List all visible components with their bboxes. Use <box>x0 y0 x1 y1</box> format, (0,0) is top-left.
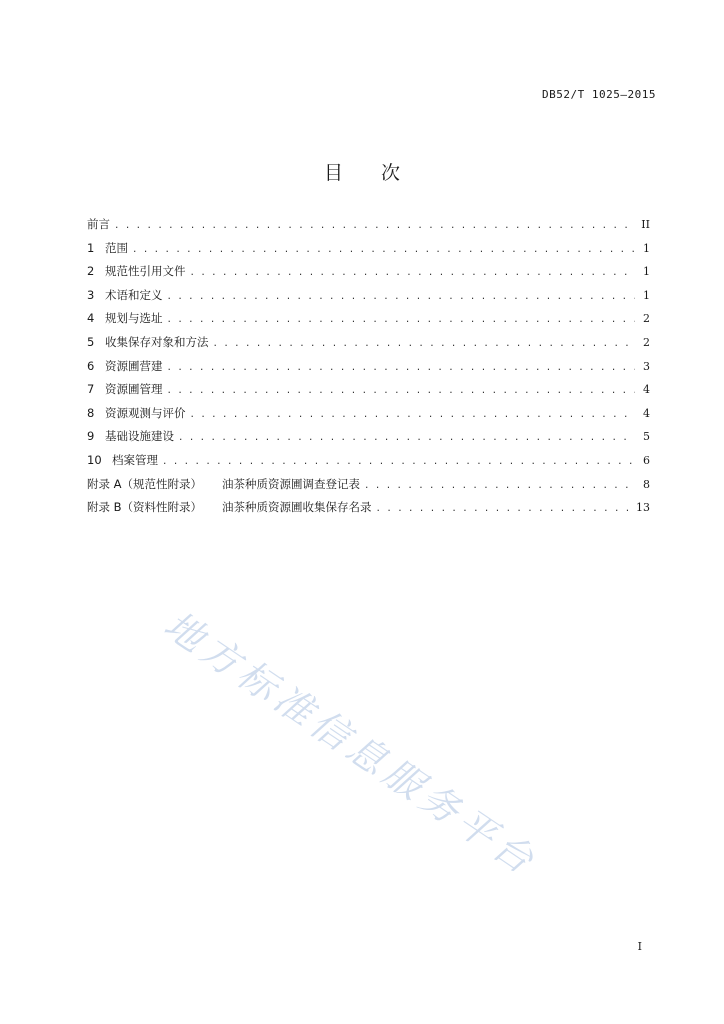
toc-leader-dots <box>114 221 633 231</box>
toc-entry-page: II <box>641 218 650 231</box>
title-char: 次 <box>381 162 401 184</box>
toc-entry-construction[interactable] <box>87 358 650 382</box>
table-of-contents <box>87 216 650 523</box>
toc-leader-dots <box>376 504 628 514</box>
toc-entry-page: 1 <box>643 241 650 255</box>
toc-entry-number: 6 <box>87 358 95 373</box>
toc-entry-page: 6 <box>643 453 650 467</box>
toc-entry-label: 资源圃营建 <box>105 358 163 373</box>
page-title <box>0 158 724 185</box>
toc-entry-page: 4 <box>643 383 650 397</box>
toc-leader-dots <box>190 410 636 420</box>
toc-leader-dots <box>167 315 636 325</box>
page-number: I <box>637 940 642 953</box>
toc-entry-label: 附录 B（资料性附录） <box>87 500 203 515</box>
toc-entry-label: 前言 <box>87 217 110 231</box>
toc-entry-label: 术语和定义 <box>105 287 163 302</box>
toc-entry-infrastructure[interactable] <box>87 428 650 452</box>
toc-entry-page: 1 <box>643 288 650 302</box>
toc-entry-archives[interactable] <box>87 452 650 476</box>
toc-entry-collection[interactable] <box>87 334 650 358</box>
toc-entry-page: 4 <box>643 406 650 420</box>
watermark: 地方标准信息服务平台 <box>156 602 546 885</box>
toc-entry-label: 基础设施建设 <box>105 429 174 444</box>
toc-entry-observation[interactable] <box>87 405 650 429</box>
toc-entry-scope[interactable] <box>87 240 650 264</box>
toc-entry-label: 规划与选址 <box>105 311 163 326</box>
toc-entry-page: 8 <box>643 477 650 491</box>
title-char: 目 <box>323 162 343 184</box>
toc-entry-page: 3 <box>643 359 650 373</box>
toc-entry-number: 4 <box>87 311 95 326</box>
toc-entry-number: 2 <box>87 264 95 279</box>
toc-entry-foreword[interactable] <box>87 216 650 240</box>
toc-entry-label: 附录 A（规范性附录） <box>87 476 203 491</box>
toc-leader-dots <box>167 292 636 302</box>
document-code: DB52/T 1025—2015 <box>542 88 656 101</box>
toc-entry-appendix-a[interactable] <box>87 476 650 500</box>
toc-entry-label: 规范性引用文件 <box>105 264 186 279</box>
toc-entry-number: 8 <box>87 405 95 420</box>
toc-entry-management[interactable] <box>87 381 650 405</box>
toc-entry-number: 3 <box>87 287 95 302</box>
toc-entry-label: 档案管理 <box>112 452 158 467</box>
toc-entry-number: 7 <box>87 382 95 397</box>
toc-leader-dots <box>190 268 636 278</box>
toc-leader-dots <box>167 386 636 396</box>
toc-entry-terms[interactable] <box>87 287 650 311</box>
toc-leader-dots <box>162 457 635 467</box>
toc-entry-appendix-b[interactable] <box>87 499 650 523</box>
toc-entry-label: 资源观测与评价 <box>105 405 186 420</box>
toc-entry-subtitle: 油茶种质资源圃调查登记表 <box>222 476 361 491</box>
toc-entry-number: 9 <box>87 429 95 444</box>
toc-entry-label: 资源圃管理 <box>105 382 163 397</box>
toc-entry-page: 5 <box>643 430 650 444</box>
toc-leader-dots <box>132 245 635 255</box>
toc-leader-dots <box>364 481 635 491</box>
toc-entry-page: 2 <box>643 335 650 349</box>
toc-leader-dots <box>178 433 635 443</box>
toc-entry-number: 5 <box>87 334 95 349</box>
toc-entry-page: 13 <box>636 501 650 515</box>
toc-entry-page: 1 <box>643 265 650 279</box>
toc-leader-dots <box>167 363 636 373</box>
toc-entry-normative-references[interactable] <box>87 263 650 287</box>
toc-entry-subtitle: 油茶种质资源圃收集保存名录 <box>222 500 372 515</box>
toc-entry-label: 收集保存对象和方法 <box>105 334 209 349</box>
toc-entry-number: 1 <box>87 240 95 255</box>
toc-entry-number: 10 <box>87 452 102 467</box>
toc-leader-dots <box>213 339 636 349</box>
toc-entry-page: 2 <box>643 312 650 326</box>
toc-entry-label: 范围 <box>105 240 128 255</box>
toc-entry-planning[interactable] <box>87 310 650 334</box>
